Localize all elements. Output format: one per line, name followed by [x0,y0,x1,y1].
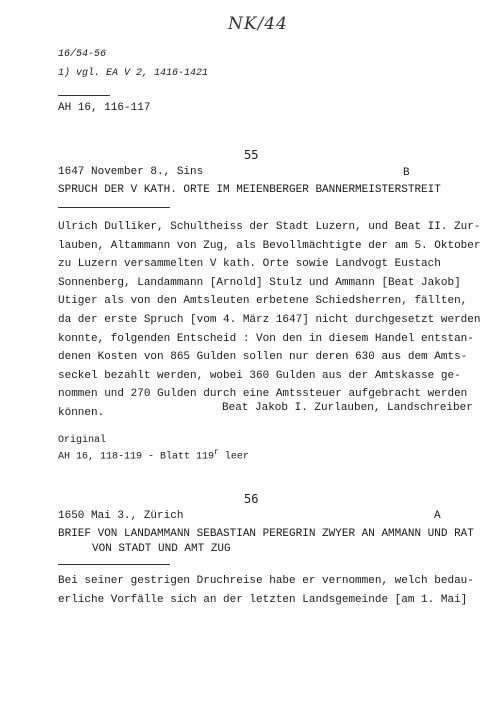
doc55-body [58,218,481,423]
doc56-grade: A [434,510,441,522]
doc55-date-line: 1647 November 8., Sins [58,166,204,178]
doc55-body-line: Ulrich Dulliker, Schultheiss der Stadt Luzern, und Beat II. Zur- [58,221,481,233]
doc55-source-label: Original [58,435,107,446]
doc55-body-line: Utiger als von den Amtsleuten erbetene Schiedsherren, fällten, [58,295,468,308]
doc55-grade: B [403,167,410,179]
doc55-source-ref-text: AH 16, 118-119 - Blatt 119 [58,451,215,463]
doc56-body-line: erliche Vorfälle sich an der letzten Landsgemeinde [am 1. Mai] [58,593,468,606]
doc56-date-line: 1650 Mai 3., Zürich [58,510,184,522]
doc55-source-tail: leer [218,451,249,463]
doc55-body-line: lauben, Altammann von Zug, als Bevollmächtigte der am 5. Oktober [58,239,481,252]
doc55-body-line: Sonnenberg, Landammann [Arnold] Stulz und Ammann [Beat Jakob] [58,276,461,289]
doc56-title-line-1: BRIEF VON LANDAMMANN SEBASTIAN PEREGRIN ZWYER AN AMMANN UND RAT [58,528,474,540]
doc56-body [58,572,474,609]
doc56-body-line: Bei seiner gestrigen Druchreise habe er vernommen, welch bedau- [58,575,474,587]
doc55-body-line: konnte, folgenden Entscheid : Von den in diesem Handel entstan- [58,332,474,345]
doc55-body-line: da der erste Spruch [vom 4. März 1647] nicht durchgesetzt werden [58,313,481,326]
top-reference: AH 16, 116-117 [58,102,151,114]
document-number-55: 55 [244,148,259,162]
document-number-56: 56 [244,492,259,506]
doc55-source-recto-mark: r [214,448,219,457]
doc55-body-line: können. [58,406,105,419]
doc55-source-reference [58,448,249,462]
doc55-body-line: zu Luzern versammelten V kath. Orte sowie Landvogt Eustach [58,258,441,271]
doc55-title-divider [58,207,170,208]
doc55-title: SPRUCH DER V KATH. ORTE IM MEIENBERGER BANNERMEISTERSTREIT [58,184,441,196]
doc55-body-line: denen Kosten von 865 Gulden sollen nur deren 630 aus dem Amts- [58,351,468,364]
footnote-line-1: 16/54-56 [58,49,107,60]
doc55-signature: Beat Jakob I. Zurlauben, Landschreiber [222,402,473,414]
doc56-title-divider [58,564,170,565]
doc56-title-line-2: VON STADT UND AMT ZUG [92,543,231,555]
footnote-line-2: 1) vgl. EA V 2, 1416-1421 [58,68,209,79]
doc55-body-line: seckel bezahlt werden, wobei 360 Gulden aus der Amtskasse ge- [58,369,461,382]
doc55-body-line: nommen und 270 Gulden durch eine Amtssteuer aufgebracht werden [58,388,468,401]
handwritten-archive-number: NK/44 [228,14,288,34]
footnote-divider [58,95,110,96]
